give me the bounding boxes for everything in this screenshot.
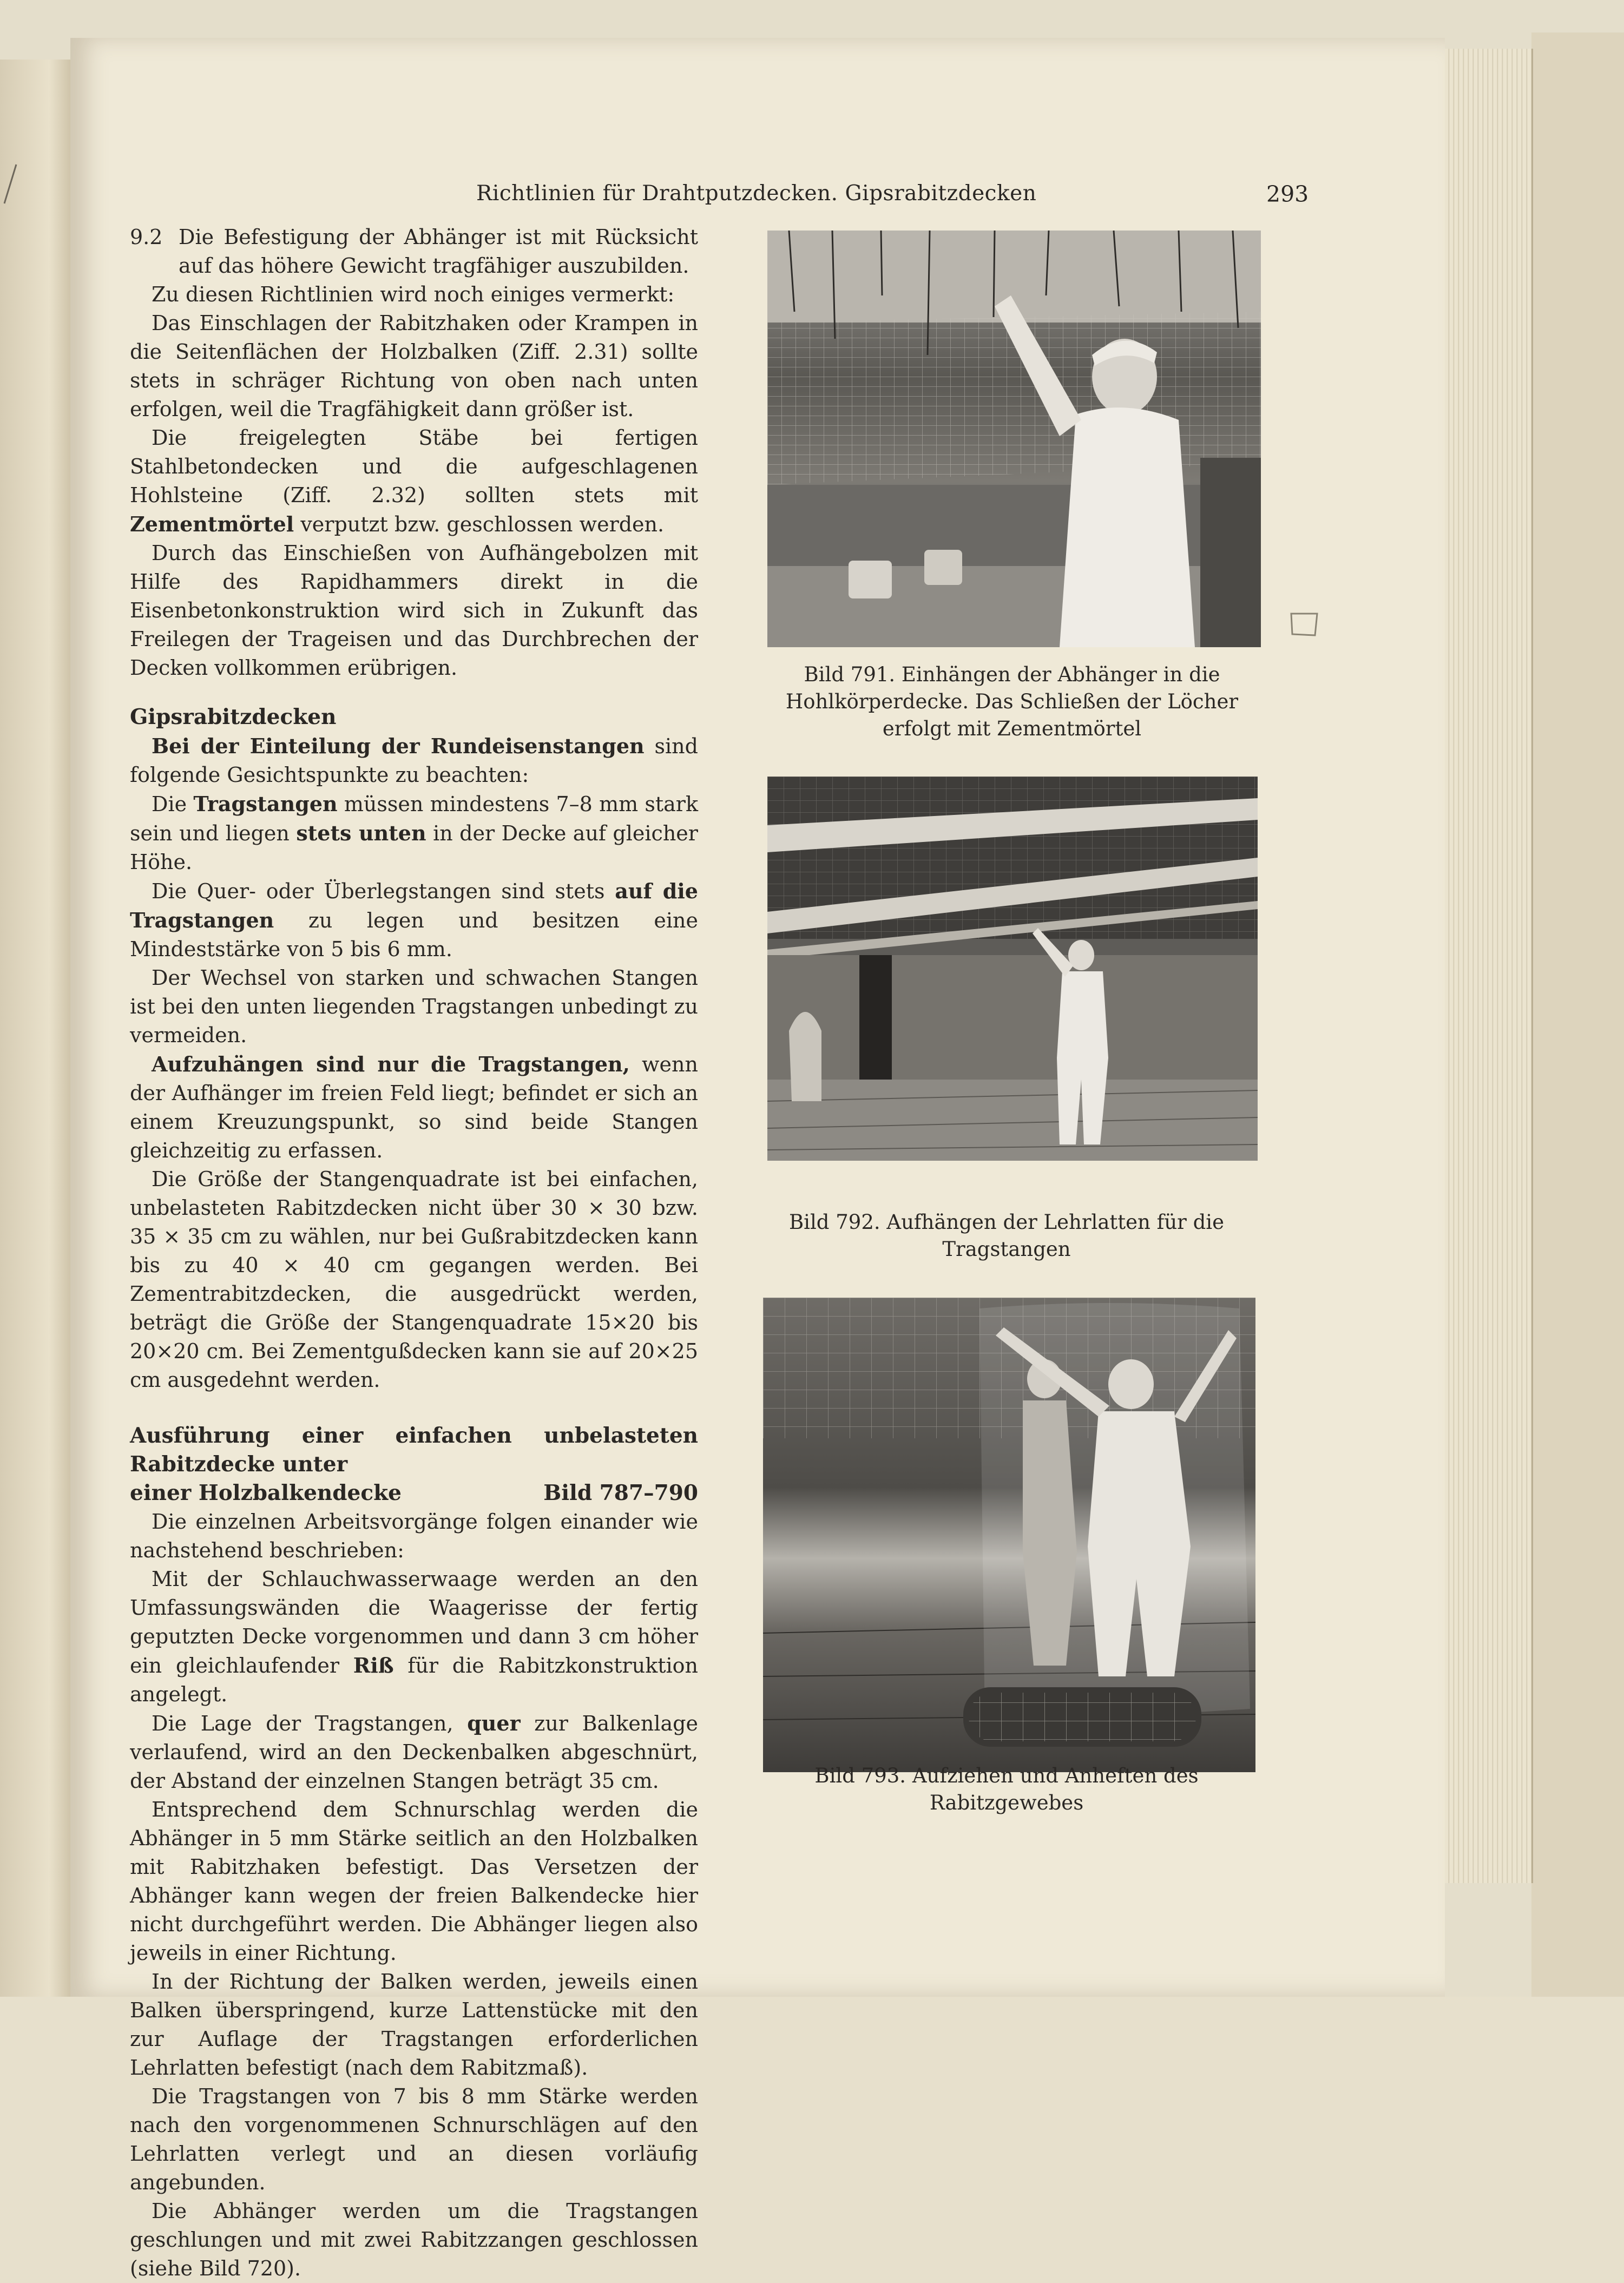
pencil-mark-icon <box>0 162 22 206</box>
text-run: in der Decke auf gleicher Höhe. <box>130 821 698 874</box>
paragraph <box>130 1709 698 1795</box>
heading-line <box>130 1479 698 1508</box>
text-run: Die freigelegten Stäbe bei fertigen Stahlbetondecken und die aufgeschlagenen Hohlsteine (Ziff. 2.32) sollten stets mit <box>130 426 698 507</box>
heading-line: Ausführung einer einfachen unbelasteten Rabitzdecke unter <box>130 1423 698 1477</box>
bold-run: Zementmörtel <box>130 512 294 536</box>
paragraph: Das Einschlagen der Rabitzhaken oder Krampen in die Seitenflächen der Holzbalken (Ziff. 2.31) sollte stets in schräger Richtung von oben nach unten erfolgen, weil die Tragfähigkeit dann größer ist. <box>130 311 698 421</box>
caption-bild-791: Bild 791. Einhängen der Abhänger in die Hohlkörperdecke. Das Schließen der Löcher erfolgt mit Zementmörtel <box>785 663 1239 740</box>
bold-run: Tragstangen <box>193 792 338 816</box>
figure-reference: Bild 787–790 <box>543 1481 698 1505</box>
photo-bild-792 <box>767 777 1258 1161</box>
text-run: müssen mindestens 7–8 mm stark sein und liegen <box>130 792 698 845</box>
bold-run: stets unten <box>296 821 426 845</box>
main-text-column <box>130 223 698 2283</box>
section-number: 9.2 <box>130 225 163 249</box>
section-text: Die Befestigung der Abhänger ist mit Rücksicht auf das höhere Gewicht tragfähiger auszubilden. <box>179 225 698 278</box>
text-run: verputzt bzw. geschlossen werden. <box>300 512 665 536</box>
paragraph: Zu diesen Richtlinien wird noch einiges vermerkt: <box>152 282 675 306</box>
pencil-margin-mark-icon <box>1288 610 1320 639</box>
text-run: zur Balkenlage verlaufend, wird an den Deckenbalken abgeschnürt, der Abstand der einzelnen Stangen beträgt 35 cm. <box>130 1712 698 1793</box>
paragraph: Entsprechend dem Schnurschlag werden die Abhänger in 5 mm Stärke seitlich an den Holzbalken mit Rabitzhaken befestigt. Das Versetzen der Abhänger kann wegen der freien Balkendecke hier nicht durchgeführt werden. Die Abhänger liegen also jeweils in einer Richtung. <box>130 1798 698 1965</box>
section-heading: Gipsrabitzdecken <box>130 705 337 729</box>
bold-run: Aufzuhängen sind nur die Tragstangen, <box>152 1052 630 1076</box>
page-number: 293 <box>1266 181 1309 207</box>
paragraph: In der Richtung der Balken werden, jeweils einen Balken überspringend, kurze Lattenstücke mit den zur Auflage der Tragstangen erforderlichen Lehrlatten befestigt (nach dem Rabitzmaß). <box>130 1970 698 2080</box>
book-cover-edge <box>1531 32 1624 1997</box>
photo-bild-791 <box>767 231 1261 647</box>
text-run: Mit der Schlauchwasserwaage werden an den Umfassungswänden die Waagerisse der fertig geputzten Decke vorgenommen und dann 3 cm höher ein gleichlaufender <box>130 1567 698 1677</box>
paragraph <box>130 1050 698 1165</box>
photo-illustration <box>767 777 1258 1161</box>
caption-bild-793: Bild 793. Aufziehen und Anheften des Rabitzgewebes <box>814 1764 1199 1814</box>
photo-bild-793 <box>763 1298 1255 1772</box>
paragraph: Die Abhänger werden um die Tragstangen geschlungen und mit zwei Rabitzzangen geschlossen (siehe Bild 720). <box>130 2199 698 2280</box>
text-run: Die <box>152 792 187 816</box>
text-run: wenn der Aufhänger im freien Feld liegt; befindet er sich an einem Kreuzungspunkt, so sind beide Stangen gleichzeitig zu erfassen. <box>130 1052 698 1162</box>
section-heading <box>130 1422 698 1508</box>
paragraph-9-2 <box>130 223 698 280</box>
bold-run: Riß <box>353 1653 394 1677</box>
heading-text: einer Holzbalkendecke <box>130 1481 402 1505</box>
paragraph <box>130 732 698 789</box>
facing-page-edge <box>0 60 70 1997</box>
text-run: zu legen und besitzen eine Mindeststärke von 5 bis 6 mm. <box>130 909 698 961</box>
page-block-edges <box>1445 49 1533 1883</box>
paragraph: Die einzelnen Arbeitsvorgänge folgen einander wie nachstehend beschrieben: <box>130 1510 698 1562</box>
photo-illustration <box>767 231 1261 647</box>
paragraph <box>130 1565 698 1709</box>
paragraph <box>130 424 698 539</box>
bold-run: quer <box>467 1711 521 1735</box>
text-run: Die Lage der Tragstangen, <box>152 1712 453 1735</box>
photo-illustration <box>763 1298 1255 1772</box>
text-run: sind folgende Gesichtspunkte zu beachten: <box>130 734 698 787</box>
bold-run: Bei der Einteilung der Rundeisenstangen <box>152 734 645 758</box>
paragraph: Der Wechsel von starken und schwachen Stangen ist bei den unten liegenden Tragstangen unbedingt zu vermeiden. <box>130 966 698 1047</box>
paragraph <box>130 789 698 877</box>
running-head: Richtlinien für Drahtputzdecken. Gipsrabitzdecken <box>476 181 1037 206</box>
text-run: für die Rabitzkonstruktion angelegt. <box>130 1654 698 1706</box>
text-run: Die Quer- oder Überlegstangen sind stets <box>152 879 605 903</box>
paragraph <box>130 877 698 964</box>
paragraph: Die Tragstangen von 7 bis 8 mm Stärke werden nach den vorgenommenen Schnurschlägen auf den Lehrlatten verlegt und an diesen vorläufig angebunden. <box>130 2084 698 2194</box>
paragraph: Durch das Einschießen von Aufhängebolzen mit Hilfe des Rapidhammers direkt in die Eisenbetonkonstruktion wird sich in Zukunft das Freilegen der Trageisen und das Durchbrechen der Decken vollkommen erübrigen. <box>130 541 698 680</box>
paragraph: Die Größe der Stangenquadrate ist bei einfachen, unbelasteten Rabitzdecken nicht über 30 × 30 bzw. 35 × 35 cm zu wählen, nur bei Gußrabitzdecken kann bis zu 40 × 40 cm gegangen werden. Bei Zementrabitzdecken, die ausgedrückt werden, beträgt die Größe der Stangenquadrate 15×20 bis 20×20 cm. Bei Zementgußdecken kann sie auf 20×25 cm ausgedehnt werden. <box>130 1167 698 1392</box>
bold-run: auf die Tragstangen <box>130 879 698 932</box>
caption-bild-792: Bild 792. Aufhängen der Lehrlatten für die Tragstangen <box>788 1210 1225 1261</box>
